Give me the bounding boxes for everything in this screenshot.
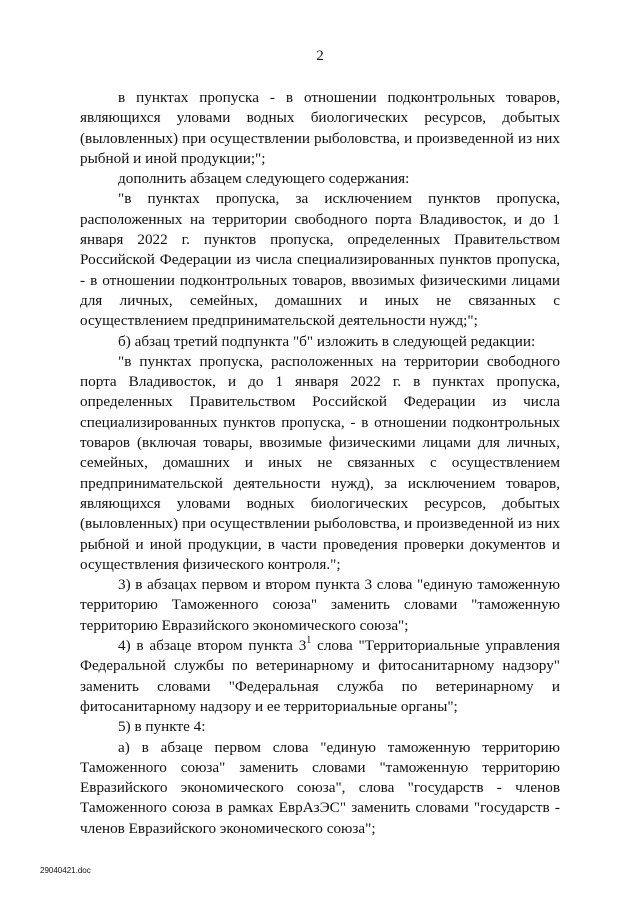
paragraph: 5) в пункте 4: <box>118 718 206 736</box>
document-body <box>80 88 560 839</box>
paragraph <box>80 636 560 717</box>
paragraph: б) абзац третий подпункта "б" изложить в следующей редакции: <box>118 332 536 350</box>
paragraph-text: слова "Территориальные управления Федеральной службы по ветеринарному и фитосанитарному надзору" заменить словами "Федеральная служба по ветеринарному и фитосанитарному надзору и ее территориальные органы"; <box>80 637 560 715</box>
paragraph: дополнить абзацем следующего содержания: <box>118 170 410 188</box>
paragraph: 3) в абзацах первом и втором пункта 3 слова "единую таможенную территорию Таможенного союза" заменить словами "таможенную территорию Евразийского экономического союза"; <box>80 576 560 634</box>
paragraph-text: 4) в абзаце втором пункта 3 <box>118 637 307 655</box>
paragraph: а) в абзаце первом слова "единую таможенную территорию Таможенного союза" заменить словами "таможенную территорию Евразийского экономического союза", слова "государств - членов Таможенного союза в рамках ЕврАзЭС" заменить словами "государств - членов Евразийского экономического союза"; <box>80 738 560 837</box>
superscript: 1 <box>306 634 312 646</box>
paragraph: "в пунктах пропуска, за исключением пунктов пропуска, расположенных на территории свободного порта Владивосток, и до 1 января 2022 г. пунктов пропуска, определенных Правительством Российской Федерации из числа специализированных пунктов пропуска, - в отношении подконтрольных товаров, ввозимых физическими лицами для личных, семейных, домашних и иных не связанных с осуществлением предпринимательской деятельности нужд;"; <box>80 190 560 330</box>
page-number: 2 <box>316 48 324 64</box>
file-name-footer: 29040421.doc <box>40 866 91 875</box>
paragraph: "в пунктах пропуска, расположенных на территории свободного порта Владивосток, и до 1 января 2022 г. в пунктах пропуска, определенных Правительством Российской Федерации из числа специализированных пунктов пропуска, - в отношении подконтрольных товаров (включая товары, ввозимые физическими лицами для личных, семейных, домашних и иных не связанных с осуществлением предпринимательской деятельности нужд), за исключением товаров, являющихся уловами водных биологических ресурсов, добытых (выловленных) при осуществлении рыболовства, и произведенной из них рыбной и иной продукции, в части проведения проверки документов и осуществления физического контроля."; <box>80 352 560 573</box>
paragraph: в пунктах пропуска - в отношении подконтрольных товаров, являющихся уловами водных биологических ресурсов, добытых (выловленных) при осуществлении рыболовства, и произведенной из них рыбной и иной продукции;"; <box>80 89 560 167</box>
